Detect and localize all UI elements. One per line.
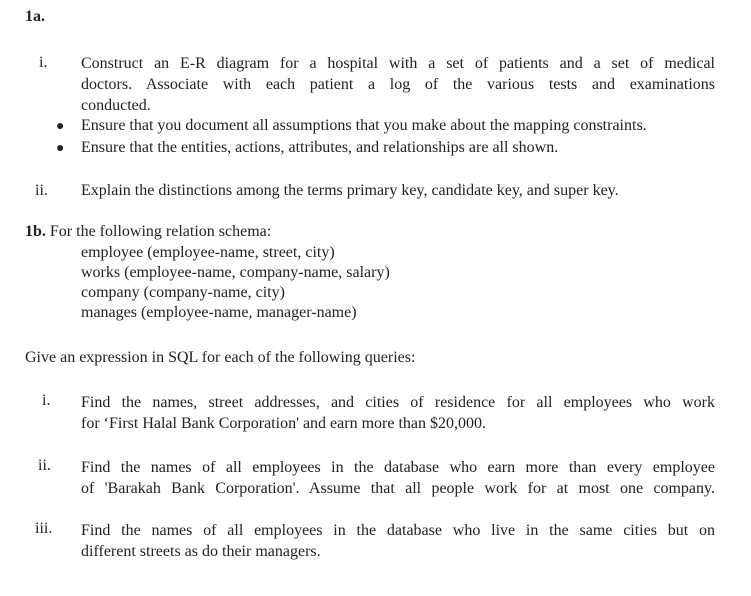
item-i-line-3: conducted. xyxy=(81,97,151,114)
query-i-line-2: for ‘First Halal Bank Corporation' and earn more than $20,000. xyxy=(81,415,487,432)
relation-schema-list xyxy=(81,243,390,323)
query-iii-line-1: Find the names of all employees in the database who live in the same cities but on xyxy=(81,522,715,539)
bullet-icon: ● xyxy=(56,119,65,134)
sql-instruction: Give an expression in SQL for each of the following queries: xyxy=(25,349,416,366)
item-ii-text: Explain the distinctions among the terms primary key, candidate key, and super key. xyxy=(81,182,619,199)
query-i-line-1: Find the names, street addresses, and cities of residence for all employees who work xyxy=(81,394,715,411)
schema-company: company (company-name, city) xyxy=(81,284,285,301)
bullet-item-mapping-constraints: Ensure that you document all assumptions that you make about the mapping constraints. xyxy=(81,117,647,134)
question-1b-intro-line xyxy=(25,223,271,241)
query-i-text xyxy=(81,392,715,434)
item-i-numeral: i. xyxy=(39,54,48,71)
bullet-item-entities-shown: Ensure that the entities, actions, attributes, and relationships are all shown. xyxy=(81,139,559,156)
schema-manages: manages (employee-name, manager-name) xyxy=(81,304,357,321)
item-ii-numeral: ii. xyxy=(35,182,48,199)
schema-employee: employee (employee-name, street, city) xyxy=(81,244,335,261)
question-1b-intro: For the following relation schema: xyxy=(49,223,272,240)
question-1b-heading: 1b. xyxy=(25,223,46,240)
schema-works: works (employee-name, company-name, salary) xyxy=(81,264,390,281)
query-ii-text xyxy=(81,457,715,499)
item-i-line-2: doctors. Associate with each patient a log of the various tests and examinations xyxy=(81,76,715,93)
query-ii-line-2: of 'Barakah Bank Corporation'. Assume that all people work for at most one company. xyxy=(81,480,715,497)
query-iii-numeral: iii. xyxy=(35,520,53,537)
item-i-line-1: Construct an E-R diagram for a hospital with a set of patients and a set of medical xyxy=(81,55,715,72)
query-i-numeral: i. xyxy=(42,392,51,409)
query-iii-line-2: different streets as do their managers. xyxy=(81,543,321,560)
query-iii-text xyxy=(81,520,715,562)
query-ii-numeral: ii. xyxy=(38,457,51,474)
question-1a-heading: 1a. xyxy=(25,8,45,25)
item-i-text xyxy=(81,53,715,116)
bullet-icon: ● xyxy=(56,141,65,156)
query-ii-line-1: Find the names of all employees in the database who earn more than every employee xyxy=(81,459,715,476)
